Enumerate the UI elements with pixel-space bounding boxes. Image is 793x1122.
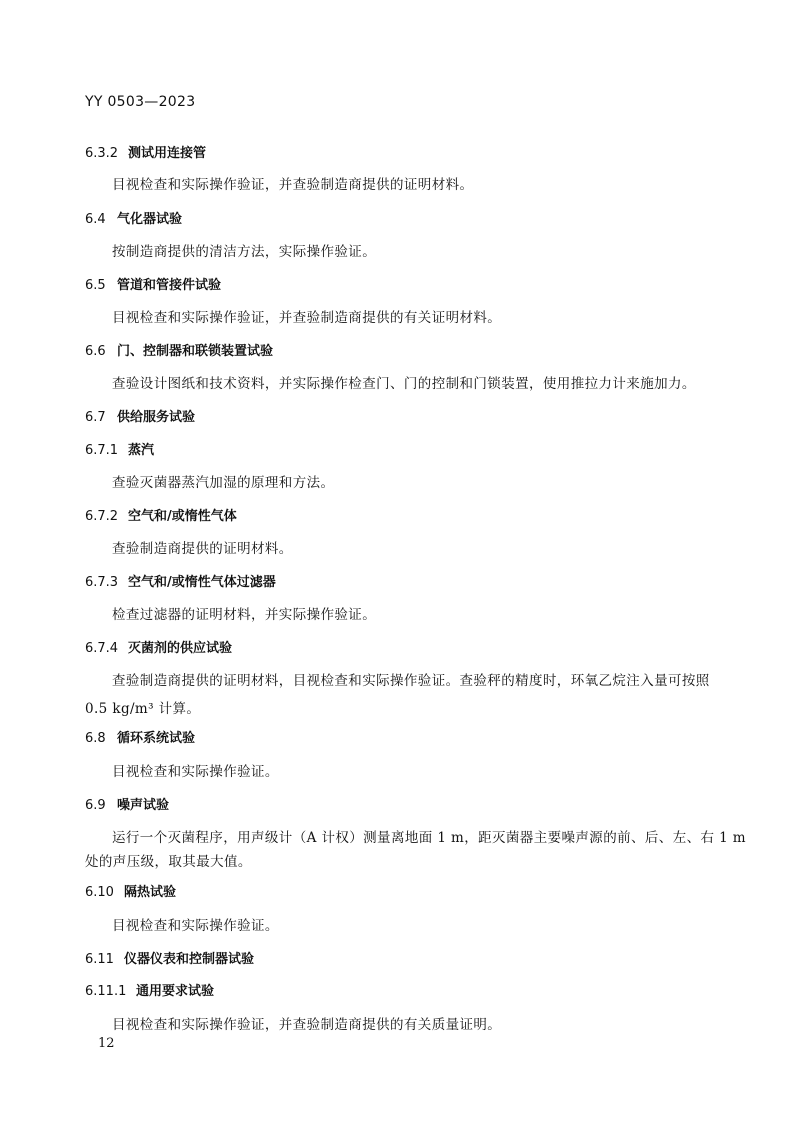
- section-number: 6.7.1: [85, 443, 119, 458]
- section-title: 测试用连接管: [128, 146, 207, 161]
- document-code: YY 0503—2023: [85, 94, 196, 110]
- section-heading: [85, 881, 710, 900]
- section-title: 仪器仪表和控制器试验: [124, 952, 255, 967]
- section-text-continuation: 0.5 kg/m³ 计算。: [85, 701, 201, 717]
- section-text: 查验灭菌器蒸汽加湿的原理和方法。: [112, 475, 335, 491]
- section-heading: [85, 637, 710, 656]
- section-number: 6.7.4: [85, 641, 119, 656]
- section-heading: [85, 439, 710, 458]
- section-heading: [85, 794, 710, 813]
- section-number: 6.7.2: [85, 509, 119, 524]
- section-number: 6.10: [85, 885, 114, 900]
- section-number: 6.5: [85, 278, 106, 293]
- section-number: 6.7: [85, 410, 106, 425]
- section-text: 目视检查和实际操作验证。: [112, 764, 279, 780]
- section-title: 空气和/或惰性气体过滤器: [128, 575, 276, 590]
- section-title: 循环系统试验: [117, 731, 196, 746]
- section-number: 6.11: [85, 952, 114, 967]
- page-number: 12: [98, 1036, 115, 1051]
- section-text: 目视检查和实际操作验证，并查验制造商提供的有关质量证明。: [112, 1017, 502, 1033]
- section-title: 蒸汽: [128, 443, 155, 458]
- section-heading: [85, 571, 710, 590]
- section-number: 6.11.1: [85, 984, 127, 999]
- section-title: 门、控制器和联锁装置试验: [117, 344, 274, 359]
- section-heading: [85, 948, 710, 967]
- section-title: 通用要求试验: [136, 984, 215, 999]
- section-text: 检查过滤器的证明材料，并实际操作验证。: [112, 607, 377, 623]
- section-title: 隔热试验: [124, 885, 177, 900]
- section-title: 气化器试验: [117, 212, 183, 227]
- section-text: 按制造商提供的清洁方法，实际操作验证。: [112, 244, 377, 260]
- section-title: 管道和管接件试验: [117, 278, 222, 293]
- section-number: 6.3.2: [85, 146, 119, 161]
- section-number: 6.9: [85, 798, 106, 813]
- section-text: 查验设计图纸和技术资料，并实际操作检查门、门的控制和门锁装置，使用推拉力计来施加力。: [112, 376, 696, 392]
- section-title: 噪声试验: [117, 798, 170, 813]
- section-heading: [85, 340, 710, 359]
- section-number: 6.7.3: [85, 575, 119, 590]
- section-text: 查验制造商提供的证明材料，目视检查和实际操作验证。查验秤的精度时，环氧乙烷注入量可按照: [112, 673, 710, 689]
- section-heading: [85, 505, 710, 524]
- section-heading: [85, 406, 710, 425]
- section-title: 灭菌剂的供应试验: [128, 641, 233, 656]
- section-heading: [85, 980, 710, 999]
- section-heading: [85, 208, 710, 227]
- section-title: 空气和/或惰性气体: [128, 509, 237, 524]
- section-text: 目视检查和实际操作验证，并查验制造商提供的证明材料。: [112, 177, 474, 193]
- section-title: 供给服务试验: [117, 410, 196, 425]
- section-text: 目视检查和实际操作验证，并查验制造商提供的有关证明材料。: [112, 310, 502, 326]
- section-number: 6.4: [85, 212, 106, 227]
- section-heading: [85, 274, 710, 293]
- section-number: 6.8: [85, 731, 106, 746]
- section-text: 运行一个灭菌程序，用声级计（A 计权）测量离地面 1 m，距灭菌器主要噪声源的前、后、左、右 1 m: [112, 830, 746, 846]
- section-heading: [85, 142, 710, 161]
- section-heading: [85, 727, 710, 746]
- section-number: 6.6: [85, 344, 106, 359]
- section-text-continuation: 处的声压级，取其最大值。: [85, 854, 252, 870]
- section-text: 查验制造商提供的证明材料。: [112, 541, 293, 557]
- section-text: 目视检查和实际操作验证。: [112, 918, 279, 934]
